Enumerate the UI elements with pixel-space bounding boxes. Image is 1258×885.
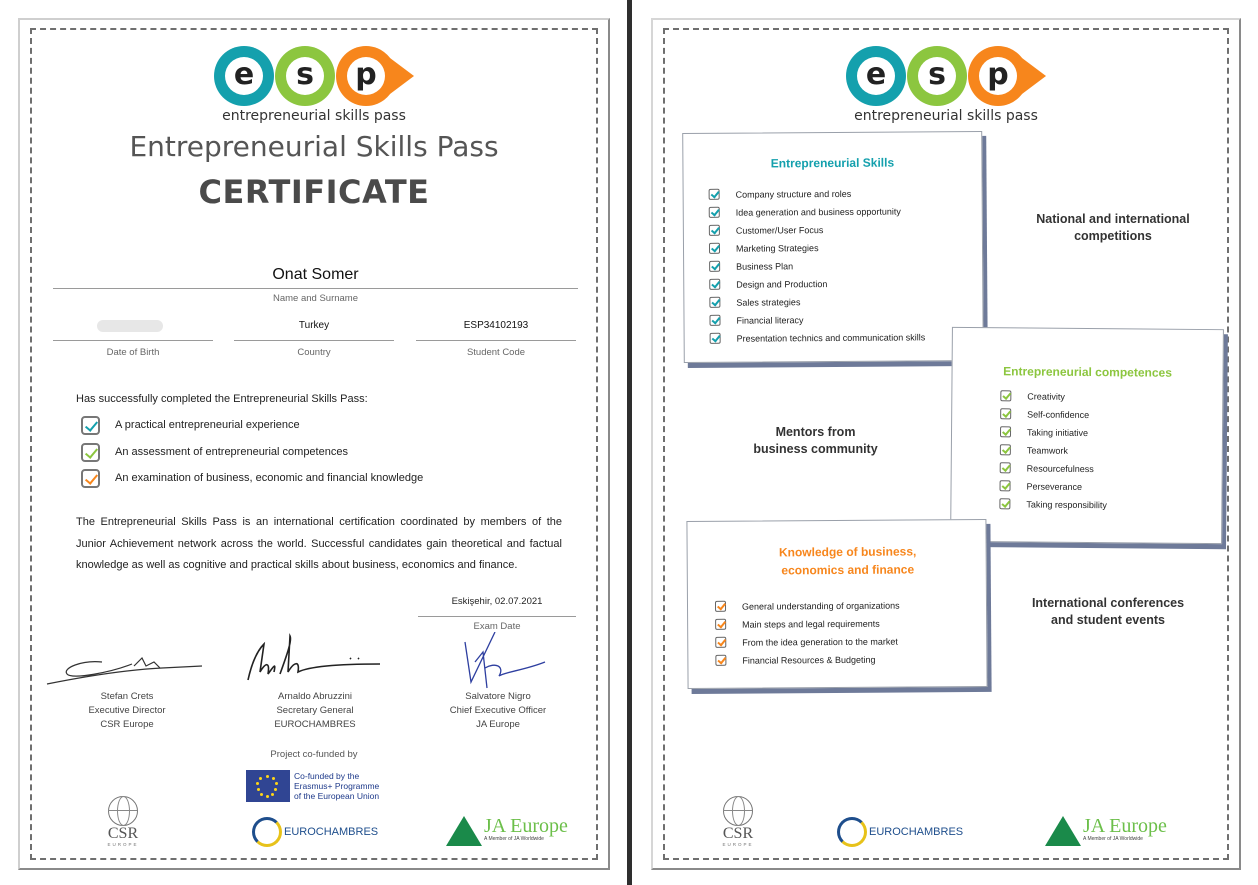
certificate-front-page <box>18 18 610 870</box>
check-icon <box>715 601 726 612</box>
country-label: Country <box>297 347 331 358</box>
logo-p-circle: p <box>968 46 1028 106</box>
check-icon <box>715 655 726 666</box>
feature-mentors: Mentors from business community <box>753 425 878 456</box>
check-icon <box>710 333 721 344</box>
esp-logo <box>653 46 1239 136</box>
knowledge-card <box>686 519 987 689</box>
student-code-label: Student Code <box>466 347 526 358</box>
country-underline <box>234 340 394 341</box>
check-icon <box>715 637 726 648</box>
exam-date-underline <box>418 616 576 617</box>
skills-card <box>682 131 984 363</box>
check-icon <box>715 619 726 630</box>
feature-conferences: International conferences and student events <box>1031 596 1185 627</box>
knowledge-item: Financial Resources & Budgeting <box>715 654 875 666</box>
name-underline <box>53 288 578 289</box>
globe-icon <box>723 796 753 826</box>
check-icon <box>709 225 720 236</box>
knowledge-item: From the idea generation to the market <box>715 636 898 648</box>
student-code-value: ESP34102193 <box>463 320 529 331</box>
logo-p-circle: p <box>336 46 396 106</box>
check-icon <box>1000 444 1011 455</box>
check-icon <box>81 443 100 462</box>
check-icon <box>1000 426 1011 437</box>
globe-icon <box>108 796 138 826</box>
eurochambres-logo: EUROCHAMBRES <box>837 817 963 847</box>
signatory-3: Salvatore Nigro Chief Executive Officer JA Europe <box>449 691 547 730</box>
skill-item: Financial literacy <box>709 314 803 326</box>
skill-item: Business Plan <box>709 260 793 272</box>
knowledge-item: General understanding of organizations <box>715 600 900 612</box>
certificate-back-page <box>651 18 1241 870</box>
eurochambres-ring-icon <box>252 817 282 847</box>
check-icon <box>709 297 720 308</box>
skill-item: Design and Production <box>709 278 827 290</box>
dob-underline <box>53 340 213 341</box>
competence-item: Perseverance <box>1000 480 1083 492</box>
skill-item: Customer/User Focus <box>709 224 824 236</box>
completed-intro: Has successfully completed the Entrepreneurial Skills Pass: <box>76 393 368 405</box>
date-of-birth-redacted <box>97 320 163 332</box>
signatory-2: Arnaldo Abruzzini Secretary General EUROCHAMBRES <box>274 691 356 730</box>
signature-salvatore-nigro <box>425 632 595 692</box>
eu-flag-icon <box>246 770 290 802</box>
competence-item: Taking responsibility <box>999 498 1107 510</box>
logo-tagline: entrepreneurial skills pass <box>222 108 406 124</box>
certificate-title: Entrepreneurial Skills Pass <box>129 130 499 163</box>
check-icon <box>81 416 100 435</box>
description-paragraph: The Entrepreneurial Skills Pass is an international certification coordinated by members of the Junior Achievement network across the world. Successful candidates gain theoretical and factual knowledge as well as cognitive and practical skills about business, economics and finance. <box>76 516 562 571</box>
code-underline <box>416 340 576 341</box>
exam-place-date: Eskişehir, 02.07.2021 <box>451 596 543 607</box>
check-icon <box>81 469 100 488</box>
exam-date-label: Exam Date <box>473 621 521 632</box>
ja-triangle-icon <box>446 816 482 846</box>
check-icon <box>709 279 720 290</box>
logo-s-circle: s <box>275 46 335 106</box>
check-icon <box>1000 408 1011 419</box>
competence-item: Self-confidence <box>1000 408 1089 420</box>
logo-e-circle: e <box>214 46 274 106</box>
certificate-heading: CERTIFICATE <box>198 173 430 211</box>
esp-logo <box>20 46 608 136</box>
knowledge-item: Main steps and legal requirements <box>715 618 880 630</box>
page-divider <box>627 0 632 885</box>
completed-item: An assessment of entrepreneurial competences <box>81 442 348 462</box>
competences-card <box>950 327 1224 544</box>
skill-item: Company structure and roles <box>709 188 852 200</box>
skill-item: Marketing Strategies <box>709 242 819 254</box>
skill-item: Presentation technics and communication skills <box>710 331 926 344</box>
csr-europe-logo: CSR EUROPE <box>713 796 763 847</box>
completed-item: An examination of business, economic and financial knowledge <box>81 468 423 488</box>
feature-competitions: National and international competitions <box>1036 212 1190 243</box>
check-icon <box>1000 462 1011 473</box>
competences-title: Entrepreneurial competences <box>1003 364 1172 380</box>
erasmus-logo <box>246 770 379 802</box>
ja-triangle-icon <box>1045 816 1081 846</box>
check-icon <box>709 243 720 254</box>
eurochambres-logo: EUROCHAMBRES <box>252 817 378 847</box>
dob-label: Date of Birth <box>106 347 160 358</box>
check-icon <box>999 498 1010 509</box>
ja-europe-logo: JA Europe A Member of JA Worldwide <box>1045 816 1167 846</box>
logo-tagline: entrepreneurial skills pass <box>854 108 1038 124</box>
check-icon <box>709 315 720 326</box>
competence-item: Teamwork <box>1000 444 1068 456</box>
competence-item: Creativity <box>1000 390 1065 402</box>
skill-item: Sales strategies <box>709 296 800 308</box>
name-label: Name and Surname <box>272 293 359 304</box>
competence-item: Resourcefulness <box>1000 462 1094 474</box>
erasmus-text: Co-funded by the Erasmus+ Programme of the European Union <box>294 771 380 801</box>
csr-europe-logo: CSR EUROPE <box>98 796 148 847</box>
skills-title: Entrepreneurial Skills <box>770 155 895 171</box>
signatory-1: Stefan Crets Executive Director CSR Europe <box>88 691 166 730</box>
student-name: Onat Somer <box>272 266 359 283</box>
skill-item: Idea generation and business opportunity <box>709 206 901 218</box>
knowledge-title: Knowledge of business, economics and finance <box>778 544 917 578</box>
signature-arnaldo-abruzzini <box>230 632 400 692</box>
check-icon <box>709 207 720 218</box>
competence-item: Taking initiative <box>1000 426 1088 438</box>
eurochambres-ring-icon <box>837 817 867 847</box>
check-icon <box>709 189 720 200</box>
logo-s-circle: s <box>907 46 967 106</box>
ja-europe-logo: JA Europe A Member of JA Worldwide <box>446 816 568 846</box>
logo-e-circle: e <box>846 46 906 106</box>
cofunded-label: Project co-funded by <box>270 749 358 760</box>
check-icon <box>709 261 720 272</box>
country-value: Turkey <box>298 320 330 331</box>
check-icon <box>1000 390 1011 401</box>
completed-item: A practical entrepreneurial experience <box>81 415 300 435</box>
check-icon <box>1000 480 1011 491</box>
signature-stefan-crets <box>42 632 212 692</box>
